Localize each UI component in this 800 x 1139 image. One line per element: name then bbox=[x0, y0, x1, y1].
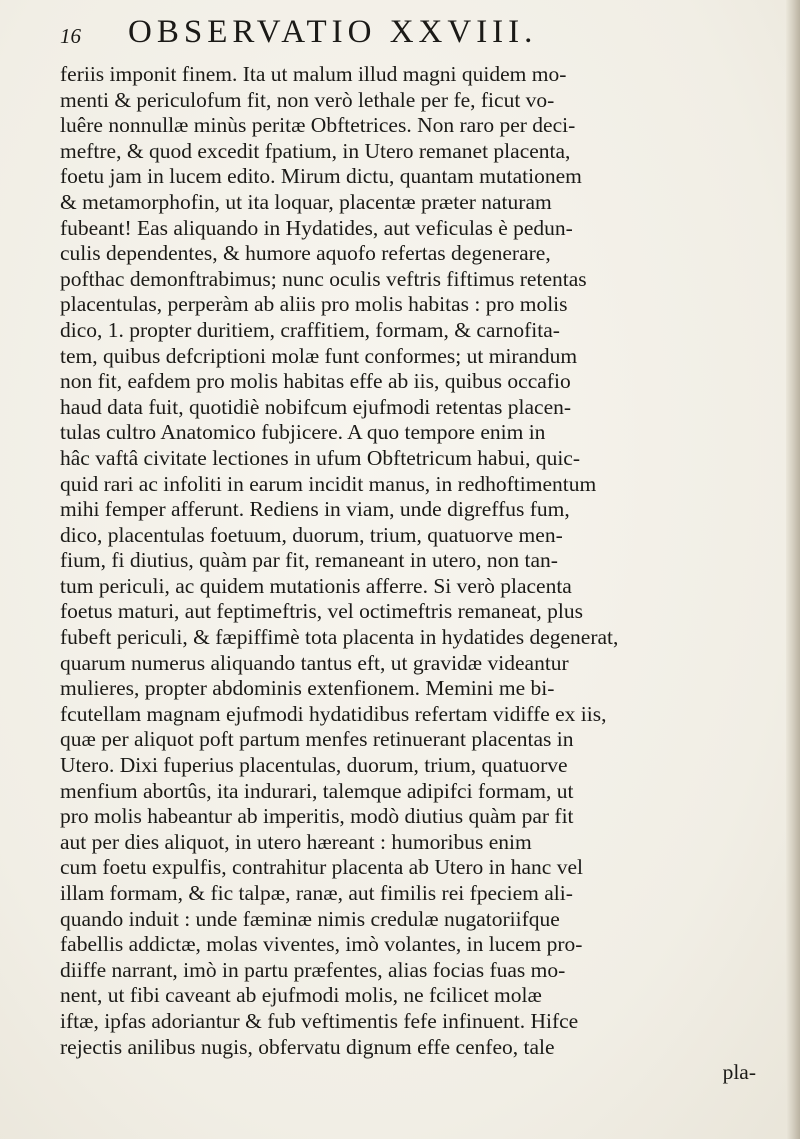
text-line: haud data fuit, quotidiè nobifcum ejufmodi retentas placen- bbox=[60, 394, 572, 419]
text-line: feriis imponit finem. Ita ut malum illud magni quidem mo- bbox=[60, 62, 567, 86]
running-title: OBSERVATIO XXVIII. bbox=[128, 14, 538, 50]
text-line: culis dependentes, & humore aquofo refertas degenerare, bbox=[60, 241, 551, 266]
text-line: tum periculi, ac quidem mutationis afferre. Si verò placenta bbox=[60, 573, 572, 598]
text-line: illam formam, & fic talpæ, ranæ, aut fimilis rei fpeciem ali- bbox=[60, 881, 573, 905]
page-number: 16 bbox=[60, 24, 81, 48]
text-line: fium, fi diutius, quàm par fit, remaneant in utero, non tan- bbox=[60, 548, 558, 573]
text-line: fcutellam magnam ejufmodi hydatidibus refertam vidiffe ex iis, bbox=[60, 701, 607, 726]
text-line: hâc vaftâ civitate lectiones in ufum Obftetricum habui, quic- bbox=[60, 445, 580, 470]
text-line: luêre nonnullæ minùs peritæ Obftetrices. Non raro per deci- bbox=[60, 113, 576, 138]
text-line: rejectis anilibus nugis, obfervatu dignum effe cenfeo, tale bbox=[60, 1034, 555, 1059]
text-line: tem, quibus defcriptioni molæ funt conformes; ut mirandum bbox=[60, 343, 578, 368]
text-line: nent, ut fibi caveant ab ejufmodi molis, ne fcilicet molæ bbox=[60, 983, 542, 1008]
page-edge-shadow bbox=[786, 0, 800, 1139]
text-line: iftæ, ipfas adoriantur & fub veftimentis fefe infinuent. Hifce bbox=[60, 1008, 579, 1033]
text-line: non fit, eafdem pro molis habitas effe ab iis, quibus occafio bbox=[60, 369, 571, 394]
text-line: dico, placentulas foetuum, duorum, trium, quatuorve men- bbox=[60, 522, 563, 547]
text-line: & metamorphofin, ut ita loquar, placentæ præter naturam bbox=[60, 189, 552, 214]
text-line: diiffe narrant, imò in partu præfentes, alias focias fuas mo- bbox=[60, 957, 566, 982]
text-line: mihi femper afferunt. Rediens in viam, unde digreffus fum, bbox=[60, 497, 570, 522]
body-text bbox=[60, 62, 760, 1086]
text-line: foetu jam in lucem edito. Mirum dictu, quantam mutationem bbox=[60, 164, 582, 189]
text-line: fabellis addictæ, molas viventes, imò volantes, in lucem pro- bbox=[60, 932, 583, 957]
text-line: meftre, & quod excedit fpatium, in Utero remanet placenta, bbox=[60, 138, 571, 163]
text-line: pro molis habeantur ab imperitis, modò diutius quàm par fit bbox=[60, 804, 574, 829]
text-line: tulas cultro Anatomico fubjicere. A quo tempore enim in bbox=[60, 420, 546, 445]
text-line: mulieres, propter abdominis extenfionem. Memini me bi- bbox=[60, 676, 555, 701]
text-line: placentulas, perperàm ab aliis pro molis habitas : pro molis bbox=[60, 292, 568, 317]
text-line: menti & periculofum fit, non verò lethale per fe, ficut vo- bbox=[60, 87, 555, 112]
text-line: foetus maturi, aut feptimeftris, vel octimeftris remaneat, plus bbox=[60, 599, 584, 624]
catchword: pla- bbox=[722, 1060, 756, 1085]
text-line: cum foetu expulfis, contrahitur placenta ab Utero in hanc vel bbox=[60, 855, 583, 880]
text-line: quarum numerus aliquando tantus eft, ut gravidæ videantur bbox=[60, 650, 569, 675]
text-line: quando induit : unde fæminæ nimis credulæ nugatoriifque bbox=[60, 906, 560, 931]
page-header bbox=[60, 14, 760, 54]
text-line: menfium abortûs, ita indurari, talemque adipifci formam, ut bbox=[60, 778, 574, 803]
text-line: pofthac demonftrabimus; nunc oculis veftris fiftimus retentas bbox=[60, 266, 587, 291]
text-line: quæ per aliquot poft partum menfes retinuerant placentas in bbox=[60, 727, 574, 752]
text-line: dico, 1. propter duritiem, craffitiem, formam, & carnofita- bbox=[60, 317, 560, 342]
text-line: fubeft periculi, & fæpiffimè tota placenta in hydatides degenerat, bbox=[60, 625, 619, 650]
text-line: quid rari ac infoliti in earum incidit manus, in redhoftimentum bbox=[60, 471, 597, 496]
text-line: fubeant! Eas aliquando in Hydatides, aut veficulas è pedun- bbox=[60, 215, 573, 240]
text-line: aut per dies aliquot, in utero hæreant : humoribus enim bbox=[60, 829, 532, 854]
text-line: Utero. Dixi fuperius placentulas, duorum, trium, quatuorve bbox=[60, 753, 568, 778]
